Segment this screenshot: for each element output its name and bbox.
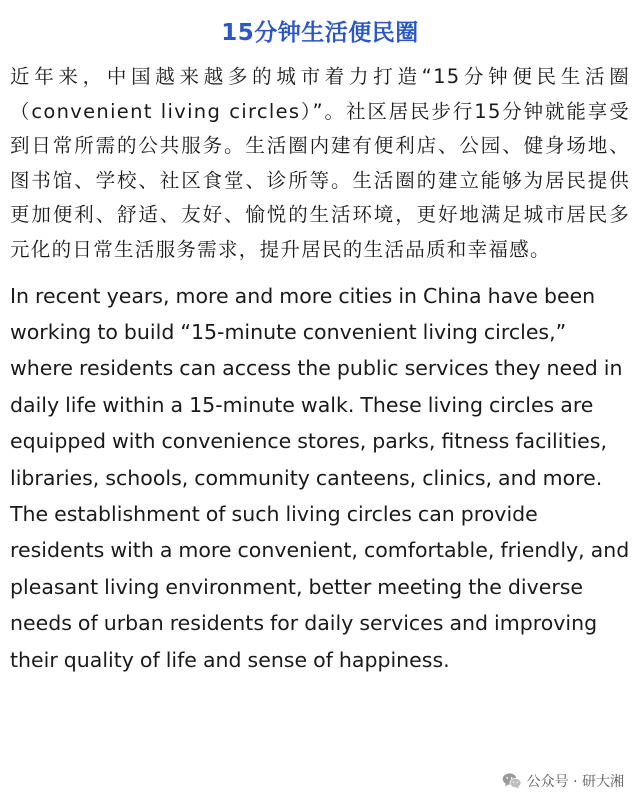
chinese-paragraph: 近年来，中国越来越多的城市着力打造“15分钟便民生活圈（convenient living circles）”。社区居民步行15分钟就能享受到日常所需的公共服务。生活圈内建有便利店、公园、健身场地、图书馆、学校、社区食堂、诊所等。生活圈的建立能够为居民提供更加便利、舒适、友好、愉悦的生活环境，更好地满足城市居民多元化的日常生活服务需求，提升居民的生活品质和幸福感。 — [10, 65, 630, 261]
watermark-text: 公众号 · 研大湘 — [526, 774, 624, 790]
watermark — [498, 769, 628, 793]
english-paragraph: In recent years, more and more cities in China have been working to build “15-minute convenient living circles,” where residents can access the public services they need in daily life within a 15-minute walk. These living circles are equipped with convenience stores, parks, fitness facilities, libraries, schools, community canteens, clinics, and more. The establishment of such living circles can provide residents with a more convenient, comfortable, friendly, and pleasant living environment, better meeting the diverse needs of urban residents for daily services and improving their quality of life and sense of happiness. — [10, 283, 630, 672]
document-title: 15分钟生活便民圈 — [221, 20, 419, 46]
wechat-icon — [502, 772, 522, 790]
